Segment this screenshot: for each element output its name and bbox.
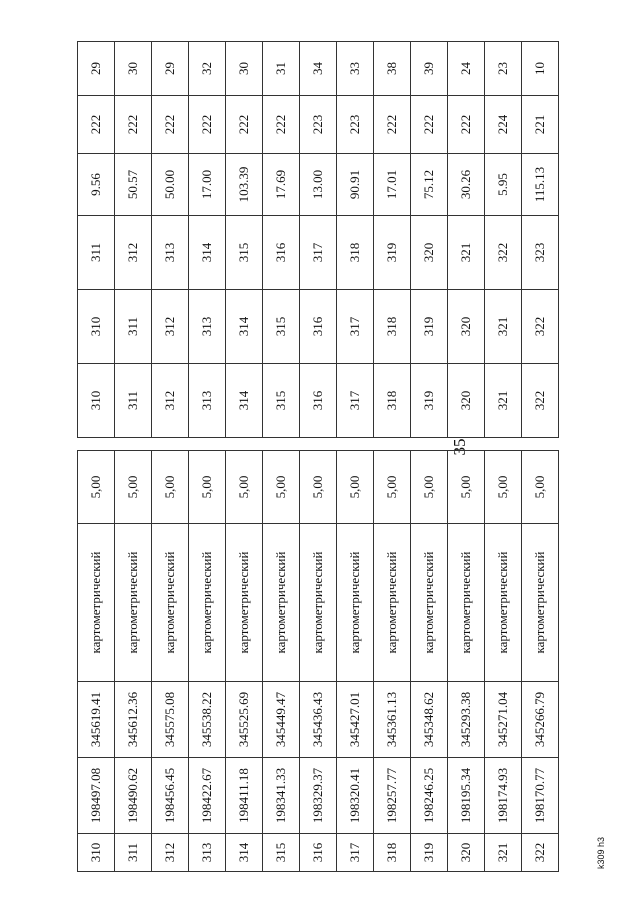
table-cell: 5,00 xyxy=(115,451,152,524)
table-cell: 312 xyxy=(115,216,152,290)
table-cell: 311 xyxy=(115,364,152,438)
table-row xyxy=(300,42,337,438)
table-cell: 314 xyxy=(226,834,263,872)
table-cell: картометрический xyxy=(226,524,263,682)
table-cell: картометрический xyxy=(337,524,374,682)
table-cell: 5,00 xyxy=(374,451,411,524)
table-cell: 318 xyxy=(374,834,411,872)
footer-code: k309 h3 xyxy=(596,836,606,869)
table-cell: 321 xyxy=(485,834,522,872)
table-row xyxy=(448,42,485,438)
table-cell: 322 xyxy=(522,364,559,438)
table-cell: 198341.33 xyxy=(263,758,300,834)
table-cell: 318 xyxy=(374,290,411,364)
table-cell: 323 xyxy=(522,216,559,290)
table-cell: 198170.77 xyxy=(522,758,559,834)
table-cell: 222 xyxy=(189,96,226,154)
table-row xyxy=(226,42,263,438)
table-cell: 345361.13 xyxy=(374,682,411,758)
table-cell: 222 xyxy=(152,96,189,154)
table-cell: 313 xyxy=(152,216,189,290)
table-cell: 17.01 xyxy=(374,154,411,216)
table-cell: 30 xyxy=(115,42,152,96)
coordinates-table xyxy=(77,450,559,872)
table-cell: 198174.93 xyxy=(485,758,522,834)
table-cell: 315 xyxy=(263,290,300,364)
segments-table xyxy=(77,41,559,438)
table-cell: 317 xyxy=(337,364,374,438)
table-row xyxy=(189,451,226,872)
table-cell: 320 xyxy=(448,364,485,438)
table-row xyxy=(189,42,226,438)
table-cell: картометрический xyxy=(263,524,300,682)
table-row xyxy=(485,451,522,872)
table-cell: 310 xyxy=(78,834,115,872)
table-cell: картометрический xyxy=(115,524,152,682)
table-row xyxy=(485,42,522,438)
table-cell: картометрический xyxy=(78,524,115,682)
table-cell: 224 xyxy=(485,96,522,154)
table-cell: 321 xyxy=(485,364,522,438)
table-cell: 5,00 xyxy=(411,451,448,524)
table-cell: 312 xyxy=(152,290,189,364)
table-cell: картометрический xyxy=(374,524,411,682)
table-row xyxy=(263,451,300,872)
table-cell: 345271.04 xyxy=(485,682,522,758)
table-row xyxy=(300,451,337,872)
table-cell: 345538.22 xyxy=(189,682,226,758)
table-cell: 313 xyxy=(189,834,226,872)
table-cell: 311 xyxy=(115,834,152,872)
table-cell: 345348.62 xyxy=(411,682,448,758)
table-cell: 317 xyxy=(337,834,374,872)
table-row xyxy=(522,42,559,438)
table-cell: 313 xyxy=(189,290,226,364)
table-cell: 313 xyxy=(189,364,226,438)
table-cell: 17.69 xyxy=(263,154,300,216)
table-cell: 50.57 xyxy=(115,154,152,216)
table-cell: 315 xyxy=(263,364,300,438)
table-cell: 222 xyxy=(263,96,300,154)
table-cell: 316 xyxy=(300,364,337,438)
table-cell: 311 xyxy=(115,290,152,364)
table-cell: 198246.25 xyxy=(411,758,448,834)
table-cell: 322 xyxy=(485,216,522,290)
table-cell: картометрический xyxy=(522,524,559,682)
table-row xyxy=(522,451,559,872)
table-cell: 198497.08 xyxy=(78,758,115,834)
table-row xyxy=(411,451,448,872)
table-row xyxy=(78,42,115,438)
table-cell: 345436.43 xyxy=(300,682,337,758)
table-cell: 314 xyxy=(226,290,263,364)
table-cell: 90.91 xyxy=(337,154,374,216)
table-cell: 30.26 xyxy=(448,154,485,216)
table-cell: 198320.41 xyxy=(337,758,374,834)
table-cell: 34 xyxy=(300,42,337,96)
table-cell: 317 xyxy=(300,216,337,290)
table-cell: 319 xyxy=(411,834,448,872)
table-cell: 310 xyxy=(78,290,115,364)
table-cell: 315 xyxy=(263,834,300,872)
table-cell: 322 xyxy=(522,290,559,364)
table-row xyxy=(263,42,300,438)
table-cell: 316 xyxy=(300,834,337,872)
table-cell: 222 xyxy=(115,96,152,154)
table-cell: 38 xyxy=(374,42,411,96)
table-cell: 222 xyxy=(448,96,485,154)
table-cell: 198257.77 xyxy=(374,758,411,834)
table-cell: 5,00 xyxy=(485,451,522,524)
table-cell: 345612.36 xyxy=(115,682,152,758)
table-cell: 31 xyxy=(263,42,300,96)
table-cell: 10 xyxy=(522,42,559,96)
table-cell: 322 xyxy=(522,834,559,872)
table-row xyxy=(374,42,411,438)
table-row xyxy=(78,451,115,872)
table-cell: 24 xyxy=(448,42,485,96)
page-number: 35 xyxy=(450,438,469,456)
table-cell: 29 xyxy=(78,42,115,96)
table-cell: 345293.38 xyxy=(448,682,485,758)
table-cell: 223 xyxy=(300,96,337,154)
table-cell: 310 xyxy=(78,364,115,438)
table-cell: 319 xyxy=(411,364,448,438)
table-cell: 222 xyxy=(226,96,263,154)
table-cell: 115.13 xyxy=(522,154,559,216)
table-cell: 5,00 xyxy=(78,451,115,524)
table-cell: 5,00 xyxy=(152,451,189,524)
table-cell: 320 xyxy=(411,216,448,290)
table-row xyxy=(152,42,189,438)
table-row xyxy=(337,451,374,872)
table-cell: 321 xyxy=(485,290,522,364)
table-cell: 198422.67 xyxy=(189,758,226,834)
table-cell: 5,00 xyxy=(300,451,337,524)
table-cell: 103.39 xyxy=(226,154,263,216)
table-cell: 5,00 xyxy=(226,451,263,524)
table-row xyxy=(115,42,152,438)
table-cell: картометрический xyxy=(485,524,522,682)
table-cell: 222 xyxy=(411,96,448,154)
table-cell: 5,00 xyxy=(189,451,226,524)
table-cell: 5.95 xyxy=(485,154,522,216)
table-cell: 345619.41 xyxy=(78,682,115,758)
table-cell: 32 xyxy=(189,42,226,96)
table-cell: 13.00 xyxy=(300,154,337,216)
table-cell: 314 xyxy=(189,216,226,290)
table-cell: 198411.18 xyxy=(226,758,263,834)
table-cell: 315 xyxy=(226,216,263,290)
table-cell: 345449.47 xyxy=(263,682,300,758)
table-row xyxy=(115,451,152,872)
table-cell: 320 xyxy=(448,290,485,364)
table-cell: 318 xyxy=(337,216,374,290)
table-cell: картометрический xyxy=(152,524,189,682)
table-cell: 312 xyxy=(152,834,189,872)
table-cell: 198490.62 xyxy=(115,758,152,834)
table-cell: 223 xyxy=(337,96,374,154)
table-cell: 319 xyxy=(411,290,448,364)
table-cell: 345575.08 xyxy=(152,682,189,758)
table-cell: 321 xyxy=(448,216,485,290)
table-cell: 312 xyxy=(152,364,189,438)
table-cell: 5,00 xyxy=(337,451,374,524)
table-cell: 5,00 xyxy=(448,451,485,524)
table-cell: 345427.01 xyxy=(337,682,374,758)
table-cell: 33 xyxy=(337,42,374,96)
table-row xyxy=(448,451,485,872)
table-cell: 75.12 xyxy=(411,154,448,216)
table-cell: картометрический xyxy=(411,524,448,682)
table-cell: картометрический xyxy=(448,524,485,682)
table-cell: 5,00 xyxy=(263,451,300,524)
table-cell: 221 xyxy=(522,96,559,154)
table-cell: 316 xyxy=(263,216,300,290)
table-cell: 198329.37 xyxy=(300,758,337,834)
table-cell: 345525.69 xyxy=(226,682,263,758)
table-cell: 318 xyxy=(374,364,411,438)
table-cell: 39 xyxy=(411,42,448,96)
table-cell: 222 xyxy=(374,96,411,154)
table-row xyxy=(226,451,263,872)
table-row xyxy=(152,451,189,872)
table-cell: 222 xyxy=(78,96,115,154)
table-cell: 23 xyxy=(485,42,522,96)
table-cell: 50.00 xyxy=(152,154,189,216)
table-cell: 9.56 xyxy=(78,154,115,216)
table-cell: картометрический xyxy=(300,524,337,682)
table-row xyxy=(337,42,374,438)
table-cell: 317 xyxy=(337,290,374,364)
table-cell: 17.00 xyxy=(189,154,226,216)
table-cell: 5,00 xyxy=(522,451,559,524)
table-cell: 319 xyxy=(374,216,411,290)
table-cell: 314 xyxy=(226,364,263,438)
table-row xyxy=(374,451,411,872)
table-cell: 320 xyxy=(448,834,485,872)
table-cell: 30 xyxy=(226,42,263,96)
table-cell: картометрический xyxy=(189,524,226,682)
table-row xyxy=(411,42,448,438)
table-cell: 29 xyxy=(152,42,189,96)
table-cell: 345266.79 xyxy=(522,682,559,758)
table-cell: 316 xyxy=(300,290,337,364)
table-cell: 198195.34 xyxy=(448,758,485,834)
table-cell: 311 xyxy=(78,216,115,290)
table-cell: 198456.45 xyxy=(152,758,189,834)
